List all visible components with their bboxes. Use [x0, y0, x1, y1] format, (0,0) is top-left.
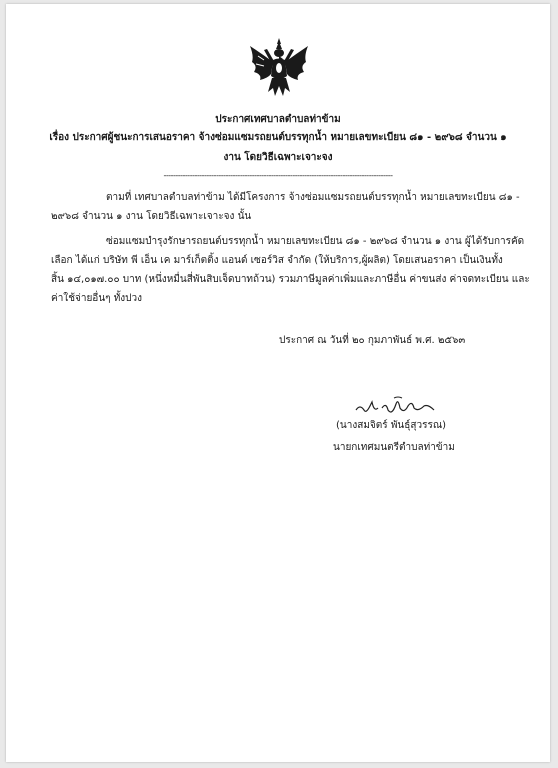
document-page — [6, 4, 550, 762]
signer-name: (นางสมจิตร์ พันธุ์สุวรรณ) — [336, 420, 447, 431]
paragraph-1-line-1: ตามที่ เทศบาลตำบลท่าข้าม ได้มีโครงการ จ้างซ่อมแซมรถยนต์บรรทุกน้ำ หมายเลขทะเบียน ๘๑ - — [106, 192, 520, 203]
signer-position: นายกเทศมนตรีตำบลท่าข้าม — [333, 442, 455, 453]
garuda-emblem — [244, 36, 314, 106]
paragraph-2-line-4: ค่าใช้จ่ายอื่นๆ ทั้งปวง — [51, 293, 143, 304]
divider-line: ------------------------------------------------------------------------------------------------ — [163, 171, 393, 180]
dateline: ประกาศ ณ วันที่ ๒๐ กุมภาพันธ์ พ.ศ. ๒๕๖๓ — [279, 335, 466, 346]
announcement-subject-line-1: เรื่อง ประกาศผู้ชนะการเสนอราคา จ้างซ่อมแซมรถยนต์บรรทุกน้ำ หมายเลขทะเบียน ๘๑ - ๒๙๖๘ จำนวน ๑ — [49, 132, 507, 143]
paragraph-2-line-3: สิ้น ๑๔,๐๑๗.๐๐ บาท (หนึ่งหมื่นสี่พันสิบเจ็ดบาทถ้วน) รวมภาษีมูลค่าเพิ่มและภาษีอื่น ค่าขนส่ง ค่าจดทะเบียน และ — [51, 274, 530, 285]
announcement-organization: ประกาศเทศบาลตำบลท่าข้าม — [215, 114, 341, 125]
announcement-subject-line-2: งาน โดยวิธีเฉพาะเจาะจง — [223, 152, 333, 163]
paragraph-2-line-1: ซ่อมแซมบำรุงรักษารถยนต์บรรทุกน้ำ หมายเลขทะเบียน ๘๑ - ๒๙๖๘ จำนวน ๑ งาน ผู้ได้รับการคัด — [106, 236, 525, 247]
handwritten-signature — [354, 394, 440, 420]
paragraph-1-line-2: ๒๙๖๘ จำนวน ๑ งาน โดยวิธีเฉพาะเจาะจง นั้น — [51, 211, 252, 222]
paragraph-2-line-2: เลือก ได้แก่ บริษัท พี เอ็น เค มาร์เก็ตติ้ง แอนด์ เซอร์วิส จำกัด (ให้บริการ,ผู้ผลิต) โดยเสนอราคา เป็นเงินทั้ง — [51, 255, 503, 266]
